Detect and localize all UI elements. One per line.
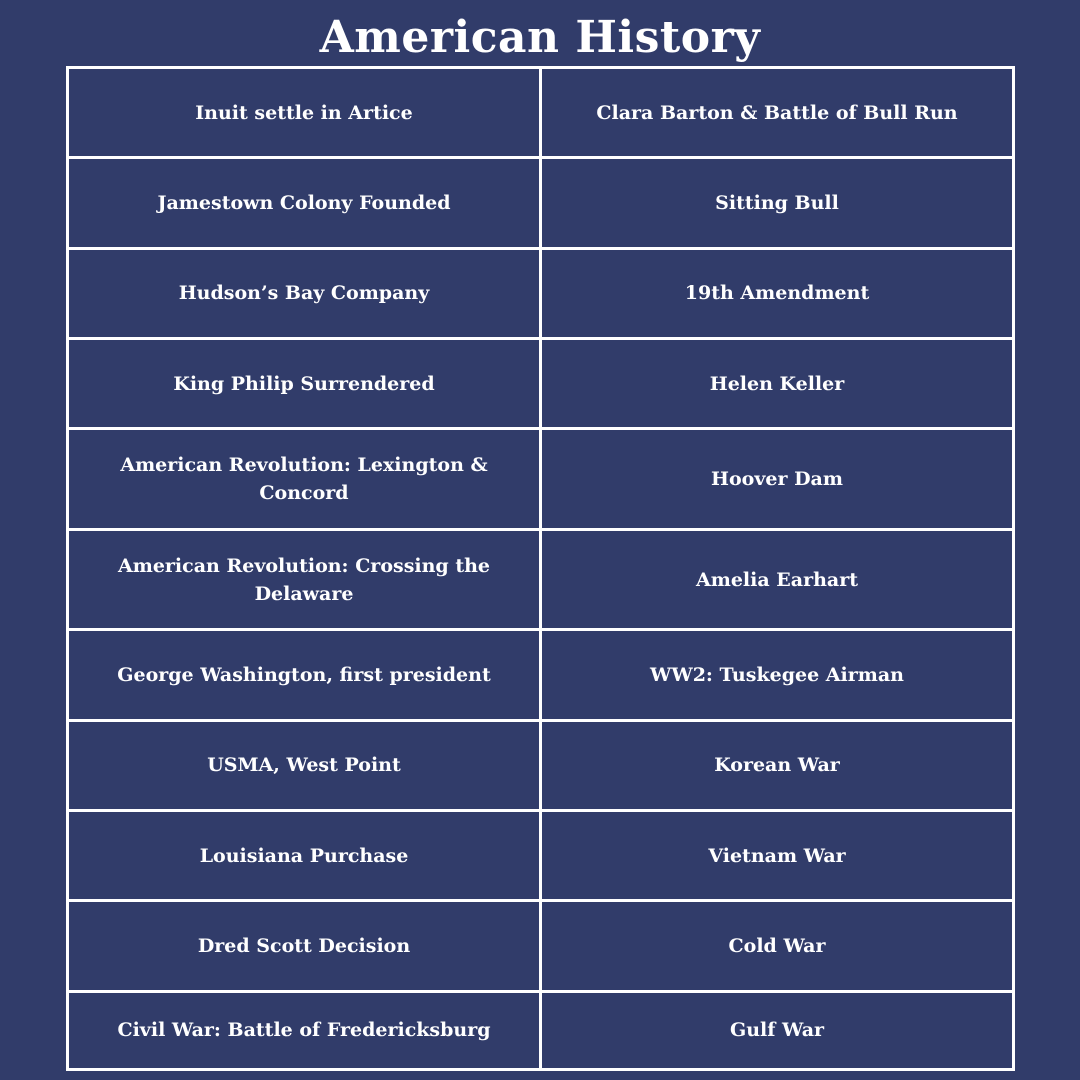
table-row [68, 901, 1014, 991]
history-table [66, 66, 1015, 1071]
table-cell-right: Vietnam War [541, 810, 1014, 900]
table-row [68, 529, 1014, 629]
table-cell-left: Hudson’s Bay Company [68, 248, 541, 338]
table-cell-right: Sitting Bull [541, 158, 1014, 248]
table-row [68, 158, 1014, 248]
table-row [68, 630, 1014, 720]
table-cell-right: Helen Keller [541, 339, 1014, 429]
table-cell-right: Korean War [541, 720, 1014, 810]
table-cell-left: Dred Scott Decision [68, 901, 541, 991]
table-cell-left: American Revolution: Crossing the Delaware [68, 529, 541, 629]
table-cell-right: Hoover Dam [541, 429, 1014, 529]
table-cell-left: Louisiana Purchase [68, 810, 541, 900]
table-cell-left: Jamestown Colony Founded [68, 158, 541, 248]
table-cell-right: WW2: Tuskegee Airman [541, 630, 1014, 720]
table-cell-right: Gulf War [541, 991, 1014, 1069]
table-cell-left: King Philip Surrendered [68, 339, 541, 429]
table-cell-left: USMA, West Point [68, 720, 541, 810]
table-row [68, 68, 1014, 158]
table-row [68, 339, 1014, 429]
table-row [68, 720, 1014, 810]
table-cell-left: Inuit settle in Artice [68, 68, 541, 158]
table-cell-right: Clara Barton & Battle of Bull Run [541, 68, 1014, 158]
table-cell-right: Cold War [541, 901, 1014, 991]
table-cell-left: Civil War: Battle of Fredericksburg [68, 991, 541, 1069]
table-row [68, 248, 1014, 338]
table-cell-left: George Washington, first president [68, 630, 541, 720]
table-row [68, 991, 1014, 1069]
table-cell-right: Amelia Earhart [541, 529, 1014, 629]
table-row [68, 429, 1014, 529]
table-cell-right: 19th Amendment [541, 248, 1014, 338]
table-cell-left: American Revolution: Lexington & Concord [68, 429, 541, 529]
page-title: American History [319, 12, 761, 63]
table-row [68, 810, 1014, 900]
